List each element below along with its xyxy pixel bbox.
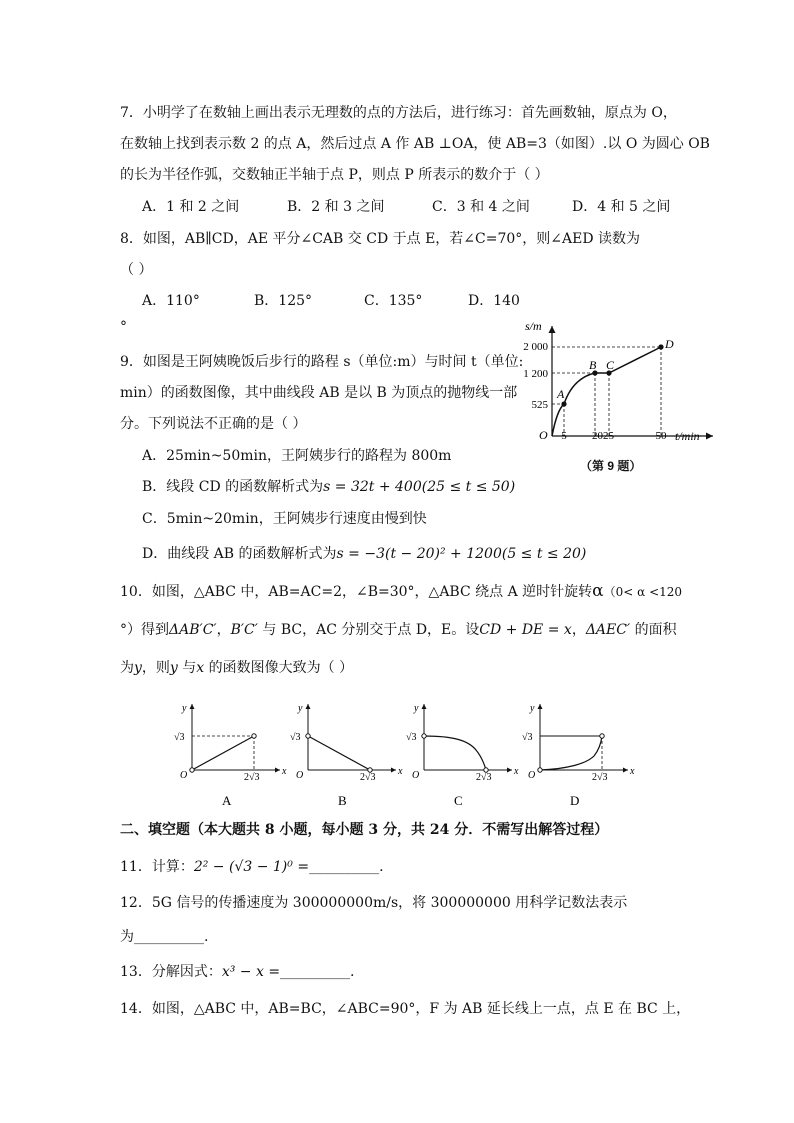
q9-option-d bbox=[142, 545, 586, 563]
q9-label-d: D bbox=[665, 337, 674, 351]
q9-ylabel: s/m bbox=[525, 319, 542, 333]
q10-d-xtick: 2√3 bbox=[592, 772, 608, 783]
q10-b-ytick: √3 bbox=[290, 732, 301, 743]
q10-a-ylabel: y bbox=[182, 703, 187, 714]
q9-option-b bbox=[142, 478, 515, 496]
q9-option-b-formula: s = 32t + 400(25 ≤ t ≤ 50) bbox=[323, 479, 516, 495]
q7-line3: 的长为半径作弧，交数轴正半轴于点 P，则点 P 所表示的数介于（ ） bbox=[120, 167, 549, 183]
q12-line1: 12．5G 信号的传播速度为 300000000m/s，将 300000000 用科学记数法表示 bbox=[120, 895, 628, 911]
q9-line2: min）的函数图像，其中曲线段 AB 是以 B 为顶点的抛物线一部 bbox=[120, 385, 518, 401]
q10-line2-e: 的面积 bbox=[630, 622, 677, 638]
q12-prefix: 为 bbox=[120, 929, 134, 945]
q13-expression: x³ − x = bbox=[221, 964, 281, 980]
q13-period: . bbox=[350, 964, 355, 980]
q8-line2: （ ） bbox=[120, 262, 153, 278]
q12-period: . bbox=[204, 929, 209, 945]
q9-option-c: C．5min~20min，王阿姨步行速度由慢到快 bbox=[142, 511, 427, 527]
q10-segment-b1c1: B′C′ bbox=[230, 622, 258, 638]
q7-line2: 在数轴上找到表示数 2 的点 A，然后过点 A 作 AB ⊥OA，使 AB=3（如图）.以 O 为圆心 OB bbox=[120, 136, 710, 152]
q10-b-ylabel: y bbox=[298, 703, 303, 714]
q9-ytick-525: 525 bbox=[531, 399, 548, 411]
q10-line1 bbox=[120, 582, 682, 601]
q10-line3-b: ，则 bbox=[141, 660, 170, 676]
q10-b-origin: O bbox=[296, 770, 304, 781]
q11-answer-blank[interactable]: __________ bbox=[309, 859, 380, 875]
q10-var-y2: y bbox=[169, 660, 178, 676]
q10-graph-d-label: D bbox=[570, 793, 580, 808]
q7-option-c: C．3 和 4 之间 bbox=[432, 199, 530, 215]
q10-line3 bbox=[120, 659, 353, 677]
q10-graph-b bbox=[290, 703, 403, 808]
q9-label-c: C bbox=[606, 358, 615, 372]
q13-prefix: 13．分解因式： bbox=[120, 964, 222, 980]
q8-option-d: D．140 bbox=[468, 293, 520, 309]
q10-graph-c bbox=[406, 703, 519, 808]
q10-graph-c-label: C bbox=[454, 793, 463, 808]
q10-line2-a: °）得到 bbox=[120, 622, 169, 638]
q10-a-xlabel: x bbox=[282, 766, 287, 777]
q9-xtick-50: 50 bbox=[655, 430, 667, 442]
q10-c-xtick: 2√3 bbox=[476, 772, 492, 783]
q10-c-xlabel: x bbox=[514, 766, 519, 777]
q10-a-xtick: 2√3 bbox=[244, 772, 260, 783]
q10-var-y: y bbox=[134, 660, 142, 676]
q7-option-b: B．2 和 3 之间 bbox=[287, 199, 385, 215]
q12-line2 bbox=[120, 928, 208, 946]
q8-option-b: B．125° bbox=[254, 293, 313, 309]
q11-prefix: 11．计算： bbox=[120, 859, 194, 875]
q10-d-ylabel: y bbox=[530, 703, 535, 714]
q11-period: . bbox=[379, 859, 384, 875]
q9-line1: 9．如图是王阿姨晚饭后步行的路程 s（单位:m）与时间 t（单位: bbox=[120, 354, 524, 370]
q10-a-ytick: √3 bbox=[174, 732, 185, 743]
q10-triangle-aec1: ΔAEC′ bbox=[585, 622, 631, 638]
q10-line3-a: 为 bbox=[120, 660, 134, 676]
q9-ytick-1200: 1 200 bbox=[523, 368, 548, 380]
q9-xlabel: t/min bbox=[675, 429, 700, 443]
q10-c-ytick: √3 bbox=[406, 732, 417, 743]
q10-d-ytick: √3 bbox=[522, 732, 533, 743]
q11 bbox=[120, 858, 384, 876]
q9-point-a bbox=[561, 401, 566, 406]
q9-xtick-2025: 2025 bbox=[592, 430, 614, 442]
q9-ytick-2000: 2 000 bbox=[523, 341, 548, 353]
q10-d-xlabel: x bbox=[630, 766, 635, 777]
q7-option-a: A．1 和 2 之间 bbox=[142, 199, 240, 215]
q9-option-b-text: B．线段 CD 的函数解析式为 bbox=[142, 479, 324, 495]
q10-line3-d: 的函数图像大致为（ ） bbox=[204, 660, 354, 676]
q11-expression: 2² − (√3 − 1)⁰ = bbox=[193, 859, 310, 875]
q10-graphs bbox=[170, 698, 640, 813]
q10-graph-a bbox=[174, 703, 287, 808]
q8-option-a: A．110° bbox=[142, 293, 200, 309]
q10-line2-d: ， bbox=[571, 622, 586, 638]
q10-b-xtick: 2√3 bbox=[360, 772, 376, 783]
q13-answer-blank[interactable]: __________ bbox=[280, 964, 351, 980]
q14-line1: 14．如图，△ABC 中，AB=BC，∠ABC=90°，F 为 AB 延长线上一点，点 E 在 BC 上， bbox=[120, 1001, 691, 1017]
q7-option-d: D．4 和 5 之间 bbox=[572, 199, 671, 215]
q9-graph bbox=[515, 318, 715, 448]
q10-line1-range: （0< α <120 bbox=[603, 585, 683, 599]
q10-graph-a-label: A bbox=[222, 793, 232, 808]
q9-option-d-formula: s = −3(t − 20)² + 1200(5 ≤ t ≤ 20) bbox=[336, 546, 587, 562]
q8-line1: 8．如图，AB∥CD，AE 平分∠CAB 交 CD 于点 E，若∠C=70°，则∠AED 读数为 bbox=[120, 231, 641, 247]
q10-alpha: α bbox=[592, 581, 604, 601]
q10-line2-c: 与 BC，AC 分别交于点 D，E。设 bbox=[257, 622, 480, 638]
q7-line1: 7．小明学了在数轴上画出表示无理数的点的方法后，进行练习：首先画数轴，原点为 O， bbox=[120, 105, 677, 121]
q10-c-origin: O bbox=[412, 770, 420, 781]
q9-caption: （第 9 题） bbox=[580, 459, 642, 473]
q13 bbox=[120, 963, 355, 981]
q10-line3-c: 与 bbox=[177, 660, 197, 676]
q9-xtick-5: 5 bbox=[561, 430, 567, 442]
q9-option-a: A．25min~50min，王阿姨步行的路程为 800m bbox=[142, 448, 452, 464]
q8-option-c: C．135° bbox=[364, 293, 423, 309]
q10-line2-b: ， bbox=[216, 622, 231, 638]
q9-line3: 分。下列说法不正确的是（ ） bbox=[120, 416, 307, 432]
q10-b-xlabel: x bbox=[398, 766, 403, 777]
q10-line2 bbox=[120, 621, 677, 639]
q10-graph-d bbox=[522, 703, 635, 808]
q9-label-b: B bbox=[589, 358, 597, 372]
q10-expression: CD + DE = x bbox=[479, 622, 572, 638]
q10-graph-b-label: B bbox=[338, 793, 347, 808]
q9-point-d bbox=[658, 344, 663, 349]
q9-origin: O bbox=[539, 428, 548, 442]
q10-a-origin: O bbox=[180, 770, 188, 781]
q10-triangle-ab1c1: ΔAB′C′ bbox=[169, 622, 217, 638]
q10-d-origin: O bbox=[528, 770, 536, 781]
section-2-title: 二、填空题（本大题共 8 小题，每小题 3 分，共 24 分．不需写出解答过程） bbox=[120, 822, 609, 838]
q12-answer-blank[interactable]: __________ bbox=[134, 929, 204, 945]
q9-label-a: A bbox=[557, 387, 565, 401]
q8-trailing-degree: ° bbox=[120, 319, 127, 335]
q9-option-d-text: D．曲线段 AB 的函数解析式为 bbox=[142, 546, 337, 562]
q10-line1-text: 10．如图，△ABC 中，AB=AC=2，∠B=30°，△ABC 绕点 A 逆时针旋转 bbox=[120, 584, 593, 600]
q10-var-x: x bbox=[196, 660, 205, 676]
q10-c-ylabel: y bbox=[414, 703, 419, 714]
